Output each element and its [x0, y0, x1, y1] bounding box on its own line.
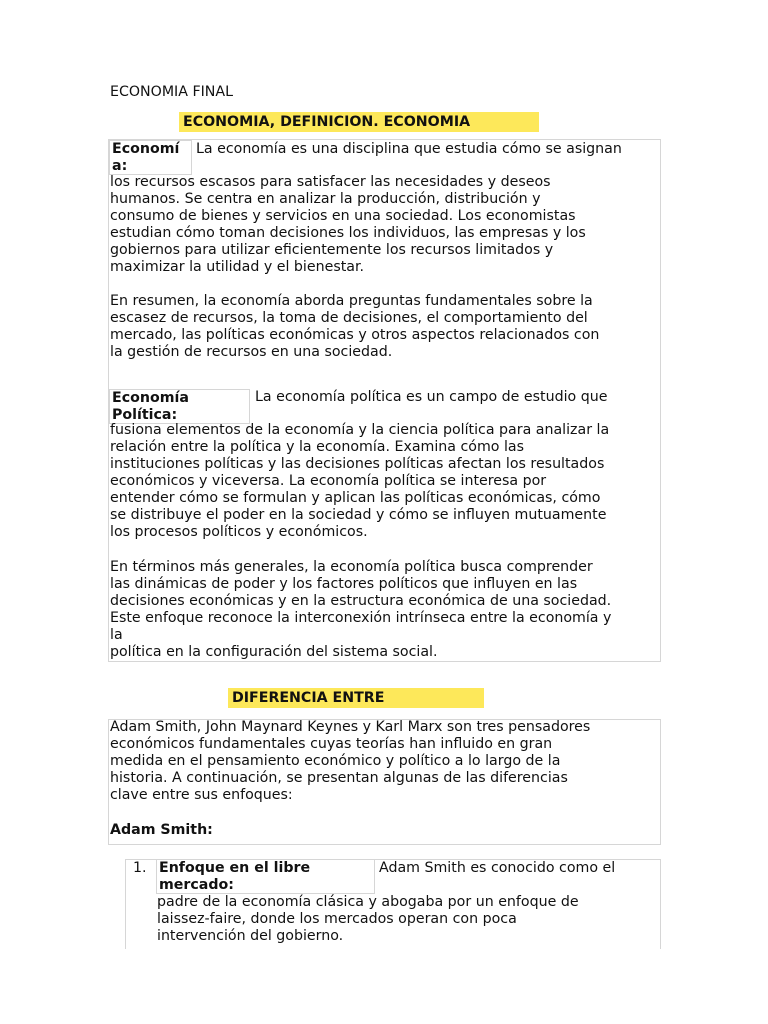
definition-intro-economia: La economía es una disciplina que estudia cómo se asignan — [196, 141, 622, 157]
list-item-number: 1. — [133, 860, 147, 876]
term-label-line: a: — [112, 158, 128, 174]
document-title: ECONOMIA FINAL — [110, 84, 234, 100]
term-label-line: Política: — [112, 407, 178, 423]
definition-paragraph: fusiona elementos de la economía y la ciencia política para analizar la relación entre la política y la economía. Examina cómo las instituciones políticas y las decisiones políticas afectan los resultados económicos y viceversa. La economía política se interesa por entender cómo se formulan y aplican las políticas económicas, cómo se distribuye el poder en la sociedad y cómo se influyen mutuamente los procesos políticos y económicos. — [110, 422, 610, 540]
subheading-adam-smith: Adam Smith: — [110, 822, 213, 838]
term-label-economia — [109, 140, 192, 175]
summary-paragraph: En términos más generales, la economía política busca comprender las dinámicas de poder y los factores políticos que influyen en las decisiones económicas y en la estructura económica de una sociedad. Este enfoque reconoce la interconexión intrínseca entre la economía y la política en la configuración del sistema social. — [110, 559, 612, 660]
definition-intro-economia-politica: La economía política es un campo de estudio que — [255, 389, 608, 405]
intro-paragraph: Adam Smith, John Maynard Keynes y Karl Marx son tres pensadores económicos fundamentales cuyas teorías han influido en gran medida en el pensamiento económico y político a lo largo de la historia. A continuación, se presentan algunas de las diferencias clave entre sus enfoques: — [110, 719, 591, 803]
definition-paragraph: los recursos escasos para satisfacer las necesidades y deseos humanos. Se centra en analizar la producción, distribución y consumo de bienes y servicios en una sociedad. Los economistas estudian cómo toman decisiones los individuos, las empresas y los gobiernos para utilizar eficientemente los recursos limitados y maximizar la utilidad y el bienestar. — [110, 174, 586, 275]
term-label-line: Economí — [112, 141, 180, 157]
summary-paragraph: En resumen, la economía aborda preguntas fundamentales sobre la escasez de recursos, la toma de decisiones, el comportamiento del mercado, las políticas económicas y otros aspectos relacionados con la gestión de recursos en una sociedad. — [110, 293, 600, 360]
term-label-line: Economía — [112, 390, 189, 406]
term-label-line: mercado: — [159, 877, 234, 893]
term-label-libre-mercado — [156, 859, 375, 894]
term-label-economia-politica — [109, 389, 250, 424]
section-heading-diferencia: DIFERENCIA ENTRE — [228, 688, 484, 708]
list-item-text: padre de la economía clásica y abogaba por un enfoque de laissez-faire, donde los mercados operan con poca intervención del gobierno. — [157, 894, 579, 944]
term-label-line: Enfoque en el libre — [159, 860, 311, 876]
list-item-intro: Adam Smith es conocido como el — [379, 860, 616, 876]
section-heading-economia: ECONOMIA, DEFINICION. ECONOMIA — [179, 112, 539, 132]
